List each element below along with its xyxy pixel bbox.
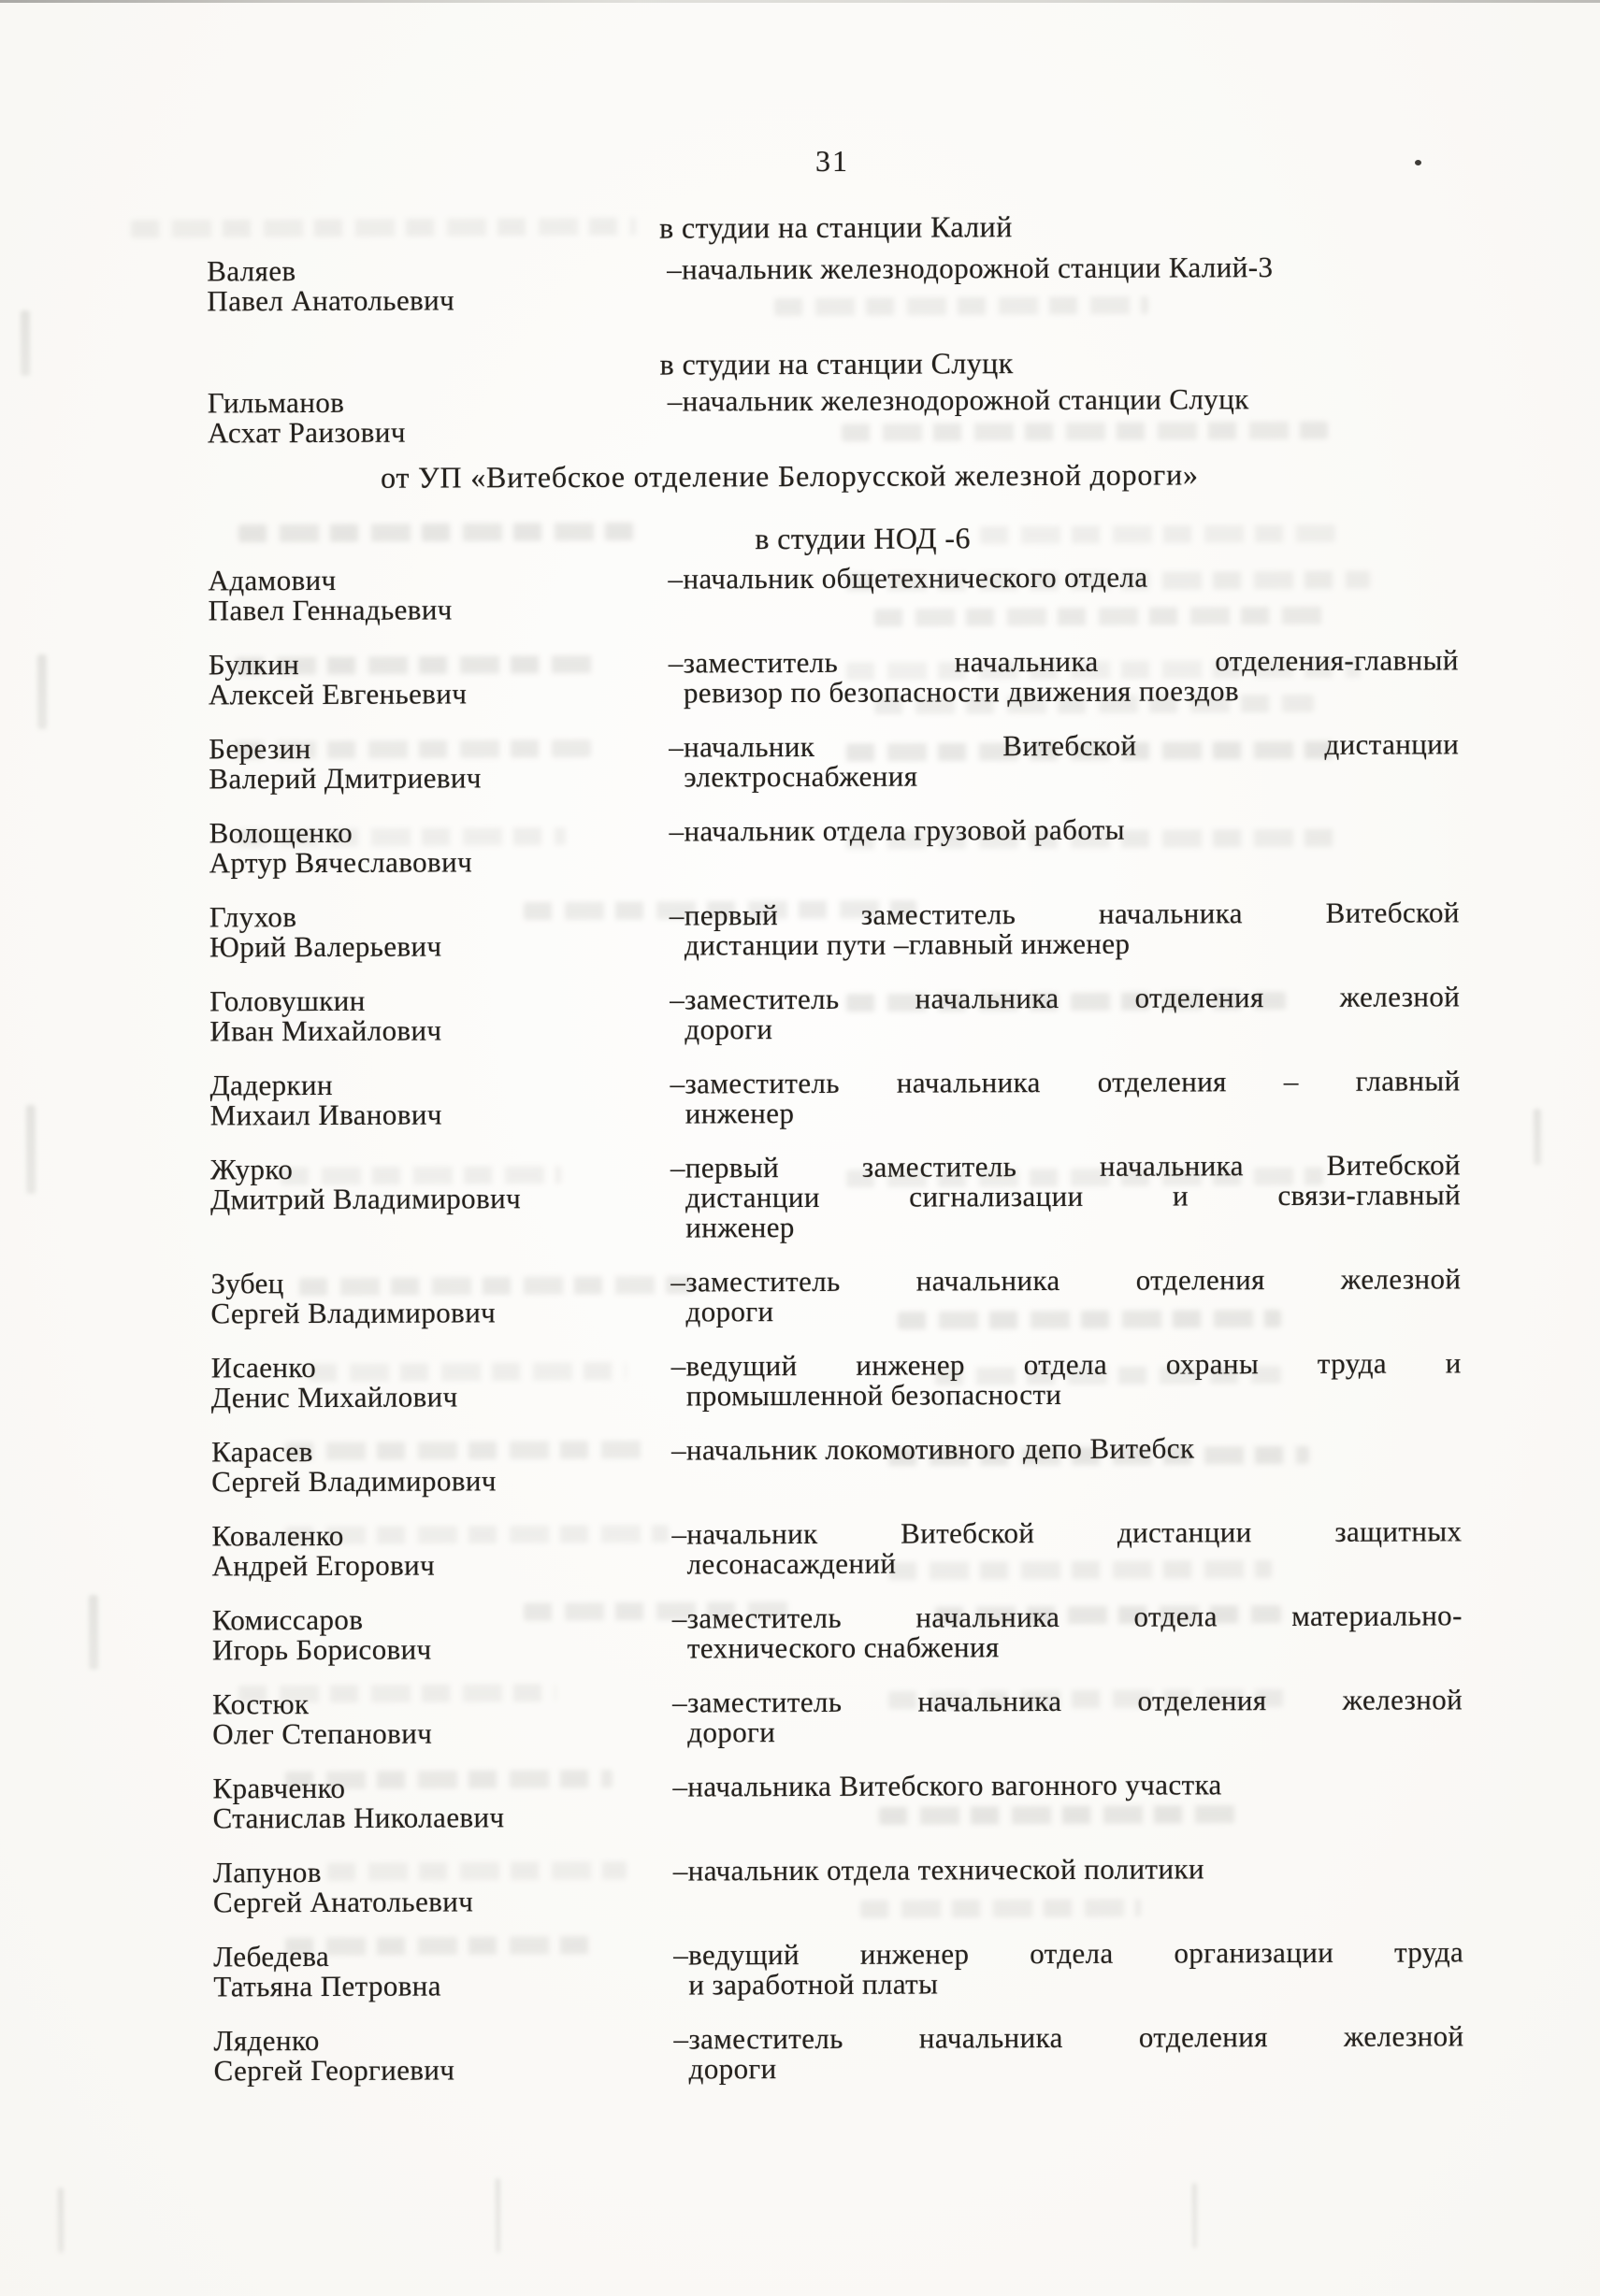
person-name-line: Артур Вячеславович (209, 845, 473, 880)
position-line: дороги (688, 2052, 777, 2086)
person-name-line: Зубец (210, 1267, 284, 1300)
person-name-line: Олег Степанович (212, 1716, 433, 1751)
section-header: в студии на станции Калий (658, 209, 1013, 245)
person-name-line: Юрий Валерьевич (209, 929, 442, 964)
position-line: –начальник Витебской дистанции защитных (671, 1514, 1463, 1551)
person-name-line: Головушкин (209, 983, 366, 1018)
person-name-line: Лапунов (212, 1855, 322, 1889)
position-line: –заместитель начальника отделения – главный (670, 1064, 1461, 1100)
entry-row (209, 645, 1600, 710)
position-line: –начальник железнодорожной станции Слуцк (667, 382, 1249, 418)
entry-row (208, 383, 1600, 449)
position-line: дистанции пути –главный инженер (684, 926, 1131, 962)
person-position (672, 1685, 1463, 1747)
position-line: –начальника Витебского вагонного участка (672, 1768, 1222, 1803)
position-line: –первый заместитель начальника Витебской (669, 896, 1460, 932)
person-name (211, 1352, 671, 1413)
person-position (670, 1150, 1461, 1242)
person-name-line: Комиссаров (211, 1602, 364, 1637)
person-position (673, 2021, 1463, 2084)
person-position (670, 982, 1460, 1044)
entry-row (211, 1432, 1600, 1498)
person-position (671, 1516, 1462, 1579)
person-position (672, 1769, 1463, 1831)
position-line: –ведущий инженер отдела охраны труда и (670, 1346, 1462, 1383)
person-position (671, 1432, 1462, 1495)
person-position (670, 1066, 1461, 1128)
person-position (670, 897, 1460, 960)
person-name-line: Булкин (208, 648, 300, 682)
person-name-line: Павел Геннадьевич (208, 593, 453, 627)
person-name (213, 2025, 673, 2087)
person-name-line: Сергей Владимирович (210, 1296, 497, 1330)
person-position (668, 561, 1458, 624)
entry-row (211, 1516, 1600, 1582)
person-name-line: Карасев (211, 1435, 313, 1469)
position-line: инженер (685, 1211, 795, 1244)
person-name-line: Журко (209, 1153, 294, 1186)
position-line: –заместитель начальника отделения железной (670, 980, 1461, 1016)
scan-streak (1192, 2183, 1197, 2248)
position-line: электроснабжения (684, 759, 918, 794)
person-name-line: Гильманов (207, 385, 345, 420)
position-line: дистанции сигнализации и связи-главный (685, 1178, 1462, 1214)
person-name-line: Валяев (207, 254, 296, 288)
position-line: –заместитель начальника отделения железной (673, 2019, 1464, 2056)
position-line: дороги (685, 1295, 774, 1328)
person-name (209, 901, 670, 963)
position-line: дороги (685, 1012, 773, 1046)
position-line: –заместитель начальника отделения железной (670, 1262, 1462, 1299)
person-position (673, 1937, 1463, 2000)
person-position (669, 813, 1459, 876)
person-name-line: Асхат Раизович (207, 415, 406, 450)
person-name (208, 387, 668, 449)
person-name-line: Денис Михайлович (210, 1380, 458, 1414)
person-name-line: Березин (209, 732, 311, 766)
position-line: –заместитель начальника отдела материально- (671, 1599, 1463, 1635)
position-line: –начальник отдела технической политики (672, 1852, 1204, 1887)
ink-dot-artifact (1415, 160, 1421, 165)
person-name-line: Коваленко (211, 1518, 344, 1553)
person-name (212, 1604, 672, 1666)
person-name-line: Михаил Иванович (209, 1098, 442, 1132)
person-name-line: Сергей Владимирович (211, 1464, 497, 1499)
person-name (210, 1154, 670, 1245)
entry-row (212, 1685, 1600, 1750)
person-name-line: Волощенко (209, 815, 353, 850)
person-name-line: Иван Михайлович (209, 1013, 442, 1048)
entry-row (211, 1348, 1600, 1413)
person-position (669, 645, 1459, 708)
position-line: инженер (685, 1097, 795, 1130)
person-name (209, 733, 669, 795)
scan-edge (0, 0, 1600, 3)
person-name-line: Павел Анатольевич (207, 283, 455, 318)
section-header: от УП «Витебское отделение Белорусской железной дороги» (381, 457, 1199, 495)
position-line: –заместитель начальника отделения-главный (668, 643, 1459, 680)
person-name (209, 817, 669, 879)
person-name-line: Сергей Георгиевич (213, 2053, 455, 2088)
person-name (213, 1857, 673, 1918)
section-header: в студии НОД -6 (755, 521, 971, 556)
entry-row (207, 251, 1600, 317)
person-name (210, 1268, 670, 1329)
position-line: лесонасаждений (686, 1546, 897, 1581)
person-name-line: Глухов (209, 900, 297, 934)
person-name (207, 255, 667, 317)
person-position (673, 1853, 1463, 1916)
person-name-line: Сергей Анатольевич (212, 1885, 474, 1919)
scan-streak (58, 2188, 64, 2253)
person-name (209, 649, 669, 710)
person-name-line: Игорь Борисович (211, 1632, 432, 1667)
entry-row (213, 1853, 1600, 1918)
section-header: в студии на станции Слуцк (659, 346, 1014, 381)
entry-row (212, 1600, 1600, 1666)
entry-row (209, 982, 1600, 1047)
position-line: –начальник общетехнического отдела (668, 560, 1148, 596)
person-name (213, 1941, 673, 2002)
position-line: –начальник локомотивного депо Витебск (671, 1431, 1195, 1467)
person-name-line: Дмитрий Владимирович (209, 1182, 522, 1216)
person-name-line: Андрей Егорович (211, 1548, 436, 1583)
person-position (667, 251, 1457, 314)
entry-row (209, 729, 1600, 795)
document-body (0, 208, 1600, 2112)
entry-row (210, 1066, 1600, 1131)
position-line: –начальник Витебской дистанции (669, 727, 1460, 764)
entry-row (209, 813, 1600, 879)
person-name-line: Валерий Дмитриевич (209, 761, 482, 796)
position-line: ревизор по безопасности движения поездов (683, 674, 1240, 710)
person-name-line: Адамович (208, 563, 337, 597)
person-name (209, 985, 670, 1047)
entry-row (210, 1150, 1600, 1245)
position-line: технического снабжения (686, 1630, 1000, 1665)
person-name (211, 1436, 671, 1498)
position-line: и заработной платы (688, 1967, 939, 2002)
person-position (669, 729, 1459, 792)
person-name (211, 1520, 671, 1582)
person-name-line: Ляденко (213, 2023, 320, 2058)
entry-row (212, 1769, 1600, 1834)
position-line: –начальник железнодорожной станции Калий-3 (667, 251, 1274, 286)
position-line: –заместитель начальника отделения железной (672, 1683, 1463, 1719)
person-position (668, 383, 1458, 446)
entry-row (209, 897, 1600, 963)
entry-row (213, 1937, 1600, 2002)
person-name-line: Костюк (212, 1687, 310, 1721)
entry-row (208, 561, 1600, 626)
person-name-line: Татьяна Петровна (213, 1969, 441, 2003)
position-line: –первый заместитель начальника Витебской (670, 1148, 1461, 1184)
person-position (671, 1348, 1462, 1411)
person-name (212, 1688, 672, 1750)
position-line: промышленной безопасности (685, 1377, 1062, 1413)
person-name-line: Кравченко (212, 1771, 346, 1805)
scan-streak (496, 2178, 500, 2253)
person-position (670, 1264, 1461, 1327)
position-line: –ведущий инженер отдела организации труда (673, 1935, 1464, 1972)
person-name-line: Станислав Николаевич (212, 1801, 505, 1835)
person-name-line: Алексей Евгеньевич (208, 677, 468, 711)
person-name-line: Дадеркин (209, 1068, 334, 1102)
page-number: 31 (815, 144, 849, 178)
person-name (208, 565, 668, 626)
person-name-line: Лебедева (213, 1939, 330, 1973)
person-name (210, 1069, 670, 1131)
person-name-line: Исаенко (210, 1350, 317, 1385)
person-position (672, 1600, 1463, 1663)
entry-row (210, 1264, 1600, 1329)
entry-row (213, 2021, 1600, 2087)
position-line: –начальник отдела грузовой работы (669, 812, 1126, 848)
position-line: дороги (687, 1715, 776, 1749)
person-name (212, 1772, 672, 1834)
